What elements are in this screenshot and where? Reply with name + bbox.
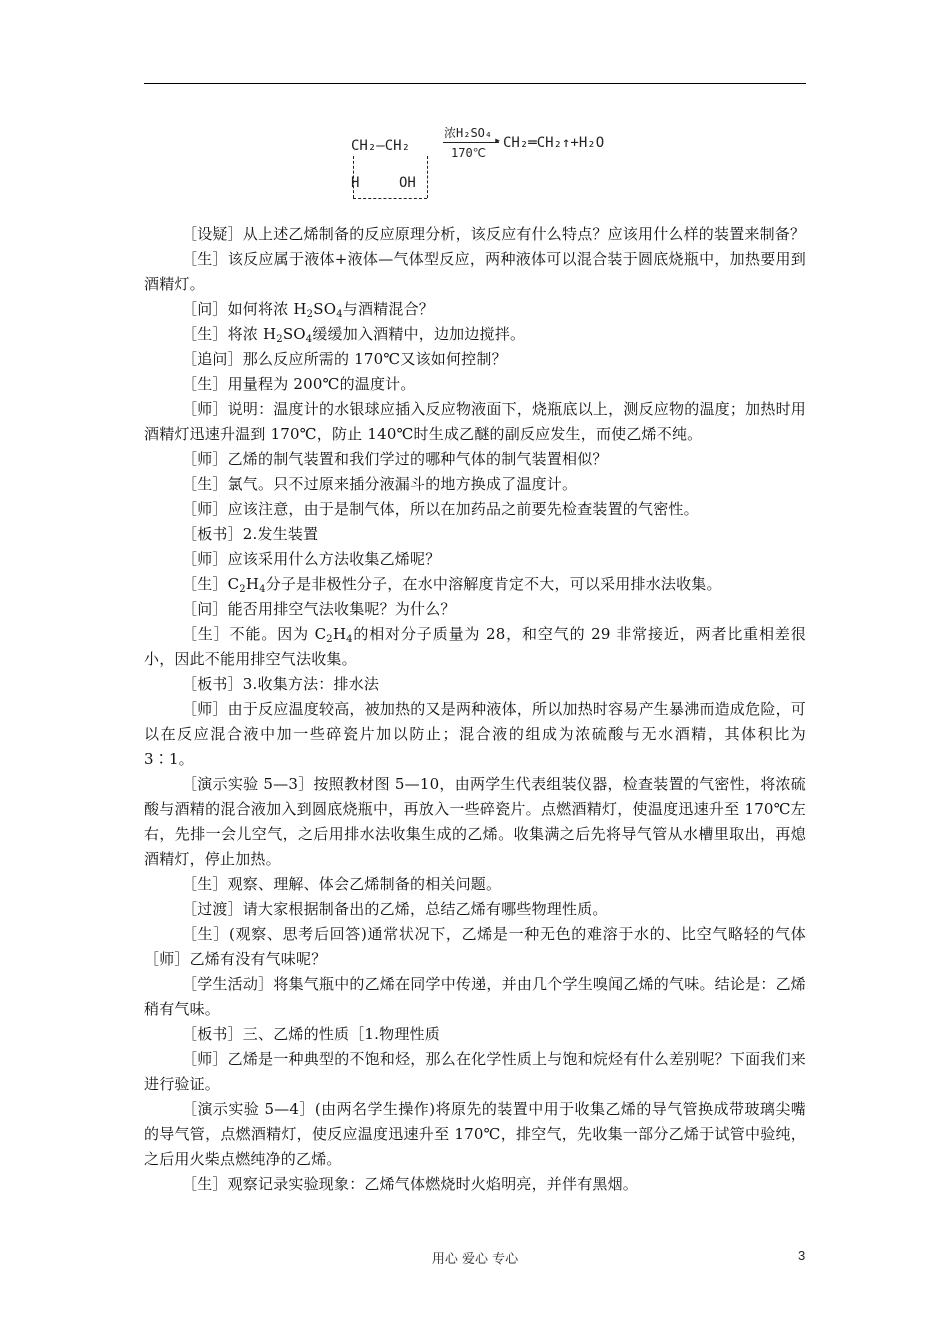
- paragraph: [144, 622, 806, 672]
- product-formula: CH₂═CH₂↑+H₂O: [503, 135, 605, 151]
- footer-slogan: 用心 爱心 专心: [431, 1252, 519, 1267]
- paragraph: ［师］乙烯的制气装置和我们学过的哪种气体的制气装置相似？: [182, 450, 608, 468]
- paragraph: [144, 322, 806, 347]
- paragraph: ［设疑］从上述乙烯制备的反应原理分析，该反应有什么特点？应该用什么样的装置来制备？: [182, 225, 806, 243]
- subscript: 4: [336, 309, 343, 320]
- paragraph: ［板书］三、乙烯的性质［1.物理性质: [182, 1025, 440, 1043]
- text-run: ［生］将浓 H: [182, 325, 277, 343]
- subscript: 2: [239, 584, 246, 595]
- paragraph: ［学生活动］将集气瓶中的乙烯在同学中传递，并由几个学生嗅闻乙烯的气味。结论是：乙烯稍有气味。: [144, 975, 806, 1018]
- paragraph: ［板书］2.发生装置: [182, 525, 319, 543]
- paragraph: ［过渡］请大家根据制备出的乙烯，总结乙烯有哪些物理性质。: [182, 900, 608, 918]
- document-body: [144, 222, 806, 1197]
- paragraph: ［演示实验 5—4］(由两名学生操作)将原先的装置中用于收集乙烯的导气管换成带玻璃尖嘴的导气管，点燃酒精灯，使反应温度迅速升至 170℃，排空气，先收集一部分乙烯于试管中验纯，之后用火柴点燃纯净的乙烯。: [144, 1100, 806, 1168]
- subscript: 4: [259, 584, 266, 595]
- paragraph: ［演示实验 5—3］按照教材图 5—10，由两学生代表组装仪器，检查装置的气密性，将浓硫酸与酒精的混合液加入到圆底烧瓶中，再放入一些碎瓷片。点燃酒精灯，使温度迅速升至 170℃左右，先排一会儿空气，之后用排水法收集生成的乙烯。收集满之后先将导气管从水槽里取出，再熄酒精灯，停止加热。: [144, 775, 806, 868]
- text-run: SO: [313, 300, 337, 318]
- paragraph: ［生］氯气。只不过原来插分液漏斗的地方换成了温度计。: [182, 475, 578, 493]
- paragraph: [144, 297, 806, 322]
- subscript: 4: [305, 334, 313, 345]
- paragraph: ［生］该反应属于液体+液体—气体型反应，两种液体可以混合装于圆底烧瓶中，加热要用到酒精灯。: [144, 250, 806, 293]
- subscript: 2: [326, 634, 333, 645]
- text-run: 分子是非极性分子，在水中溶解度肯定不大，可以采用排水法收集。: [265, 575, 722, 593]
- paragraph: ［师］应该采用什么方法收集乙烯呢？: [182, 550, 441, 568]
- paragraph: ［问］能否用排空气法收集呢？为什么？: [182, 600, 456, 618]
- substituent-oh: OH: [399, 175, 416, 191]
- paragraph: [144, 572, 806, 597]
- text-run: H: [332, 625, 347, 643]
- paragraph: ［师］由于反应温度较高，被加热的又是两种液体，所以加热时容易产生暴沸而造成危险，可以在反应混合液中加一些碎瓷片加以防止；混合液的组成为浓硫酸与无水酒精，其体积比为 3∶1。: [144, 700, 806, 768]
- paragraph: ［师］说明：温度计的水银球应插入反应物液面下，烧瓶底以上，测反应物的温度；加热时用酒精灯迅速升温到 170℃，防止 140℃时生成乙醚的副反应发生，而使乙烯不纯。: [144, 400, 806, 443]
- text-run: SO: [282, 325, 306, 343]
- condition-top: 浓H₂SO₄: [444, 126, 493, 140]
- reaction-equation: [345, 120, 655, 200]
- paragraph: ［板书］3.收集方法：排水法: [182, 675, 380, 693]
- paragraph: ［生］用量程为 200℃的温度计。: [182, 375, 416, 393]
- text-run: 缓缓加入酒精中，边加边搅拌。: [312, 325, 526, 343]
- page-number: 3: [798, 1248, 806, 1263]
- reaction-arrow: [443, 142, 499, 143]
- header-rule: [144, 83, 806, 84]
- text-run: ［问］如何将浓 H: [182, 300, 307, 318]
- subscript: 4: [346, 634, 353, 645]
- condition-bottom: 170℃: [451, 146, 487, 160]
- subscript: 2: [276, 334, 283, 345]
- text-run: H: [245, 575, 260, 593]
- paragraph: ［生］观察记录实验现象：乙烯气体燃烧时火焰明亮，并伴有黑烟。: [182, 1175, 639, 1193]
- bond-dash-bottom: [353, 198, 427, 199]
- substituent-h: H: [351, 175, 360, 191]
- bond-dash-right: [427, 156, 428, 198]
- text-run: ［生］C: [182, 575, 240, 593]
- text-run: 与酒精混合？: [342, 300, 434, 318]
- reactant-formula: CH₂—CH₂: [351, 138, 411, 154]
- text-run: 的相对分子质量为 28，和空气的 29 非常接近，两者比重相差很小，因此不能用排空气法收集。: [144, 625, 806, 668]
- paragraph: ［追问］那么反应所需的 170℃又该如何控制？: [182, 350, 507, 368]
- paragraph: ［师］应该注意，由于是制气体，所以在加药品之前要先检查装置的气密性。: [182, 500, 699, 518]
- subscript: 2: [306, 309, 314, 320]
- paragraph: ［生］(观察、思考后回答)通常状况下，乙烯是一种无色的难溶于水的、比空气略轻的气体［师］乙烯有没有气味呢？: [144, 925, 806, 968]
- text-run: ［生］不能。因为 C: [182, 625, 327, 643]
- arrow-head: ▸: [494, 133, 502, 147]
- paragraph: ［师］乙烯是一种典型的不饱和烃，那么在化学性质上与饱和烷烃有什么差别呢？下面我们来进行验证。: [144, 1050, 806, 1093]
- paragraph: ［生］观察、理解、体会乙烯制备的相关问题。: [182, 875, 502, 893]
